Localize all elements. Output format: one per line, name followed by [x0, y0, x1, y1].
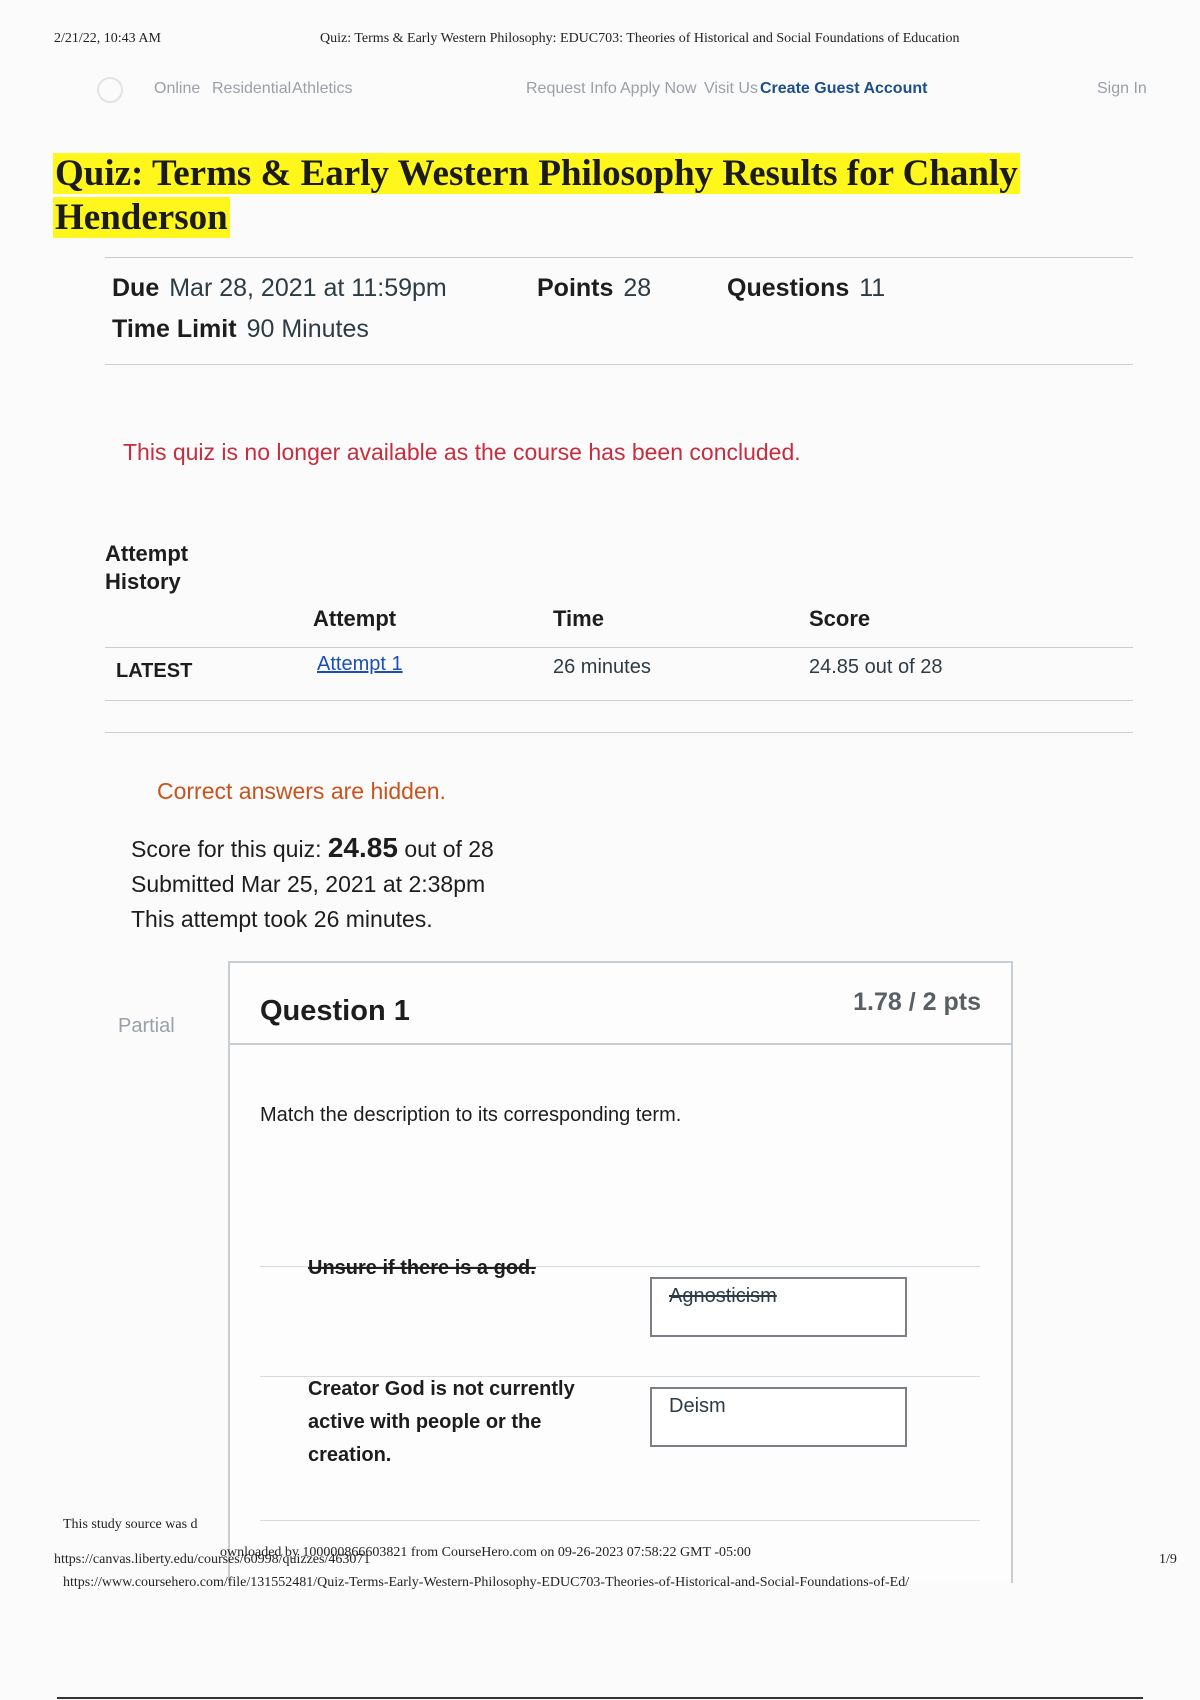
- match-answer-select[interactable]: Agnosticism: [650, 1277, 907, 1337]
- correct-answers-hidden-message: Correct answers are hidden.: [157, 778, 446, 804]
- match-row-divider: [260, 1520, 980, 1521]
- page-title: Quiz: Terms & Early Western Philosophy Results for Chanly Henderson: [55, 153, 1018, 238]
- attempt-1-link[interactable]: Attempt 1: [317, 653, 403, 675]
- nav-athletics-link[interactable]: Athletics: [292, 80, 353, 97]
- question-count: Questions 11: [727, 274, 886, 302]
- nav-request-info-link[interactable]: Request Info: [526, 80, 617, 97]
- concluded-message: This quiz is no longer available as the course has been concluded.: [123, 439, 801, 465]
- points-total: Points 28: [537, 274, 652, 302]
- university-logo-icon[interactable]: [96, 76, 124, 104]
- attempt-score: 24.85 out of 28: [809, 656, 943, 678]
- nav-visit-us-link[interactable]: Visit Us: [704, 80, 758, 97]
- divider: [105, 732, 1133, 733]
- match-description: Creator God is not currently active with people or the creation.: [308, 1378, 575, 1466]
- divider: [105, 364, 1133, 365]
- coursehero-url: https://www.coursehero.com/file/131552481/Quiz-Terms-Early-Western-Philosophy-EDUC703-Theories-of-Historical-and-Social-Foundations-of-Ed/: [63, 1575, 910, 1590]
- create-guest-account-link[interactable]: Create Guest Account: [760, 80, 928, 97]
- score-summary: Score for this quiz: 24.85 out of 28 Submitted Mar 25, 2021 at 2:38pm This attempt took 26 minutes.: [131, 832, 494, 932]
- divider: [105, 257, 1133, 258]
- time-limit: Time Limit 90 Minutes: [112, 315, 369, 343]
- nav-residential-link[interactable]: Residential: [212, 80, 292, 97]
- match-description: Unsure if there is a god.: [308, 1257, 536, 1279]
- latest-label: LATEST: [116, 660, 193, 682]
- question-status-badge: Partial: [118, 1015, 175, 1037]
- quiz-score: 24.85: [327, 832, 398, 863]
- question-prompt: Match the description to its corresponding term.: [260, 1104, 682, 1126]
- due-date: Due Mar 28, 2021 at 11:59pm: [112, 274, 447, 302]
- question-header: [230, 963, 1011, 1045]
- print-date: 2/21/22, 10:43 AM: [54, 31, 161, 46]
- match-answer-select[interactable]: Deism: [650, 1387, 907, 1447]
- attempt-history-heading: Attempt History: [105, 541, 189, 594]
- question-1-card: [228, 961, 1013, 1583]
- divider: [105, 700, 1133, 701]
- print-page-title: Quiz: Terms & Early Western Philosophy: EDUC703: Theories of Historical and Social Foundations of Education: [320, 31, 960, 46]
- download-watermark: ownloaded by 100000866603821 from CourseHero.com on 09-26-2023 07:58:22 GMT -05:00: [220, 1545, 751, 1560]
- nav-apply-now-link[interactable]: Apply Now: [620, 80, 697, 97]
- question-title: Question 1: [260, 995, 410, 1027]
- column-header-score: Score: [809, 606, 871, 631]
- table-header-divider: [105, 647, 1133, 648]
- question-points: 1.78 / 2 pts: [853, 988, 981, 1016]
- sign-in-link[interactable]: Sign In: [1097, 80, 1147, 97]
- page-number: 1/9: [1159, 1552, 1177, 1567]
- canvas-url: https://canvas.liberty.edu/courses/60998/quizzes/463071: [54, 1552, 371, 1567]
- column-header-attempt: Attempt: [313, 606, 397, 631]
- column-header-time: Time: [553, 606, 604, 631]
- study-source-note: This study source was d: [63, 1517, 198, 1532]
- attempt-time: 26 minutes: [553, 656, 651, 678]
- page-bottom-rule: [57, 1697, 1143, 1699]
- nav-online-link[interactable]: Online: [154, 80, 201, 97]
